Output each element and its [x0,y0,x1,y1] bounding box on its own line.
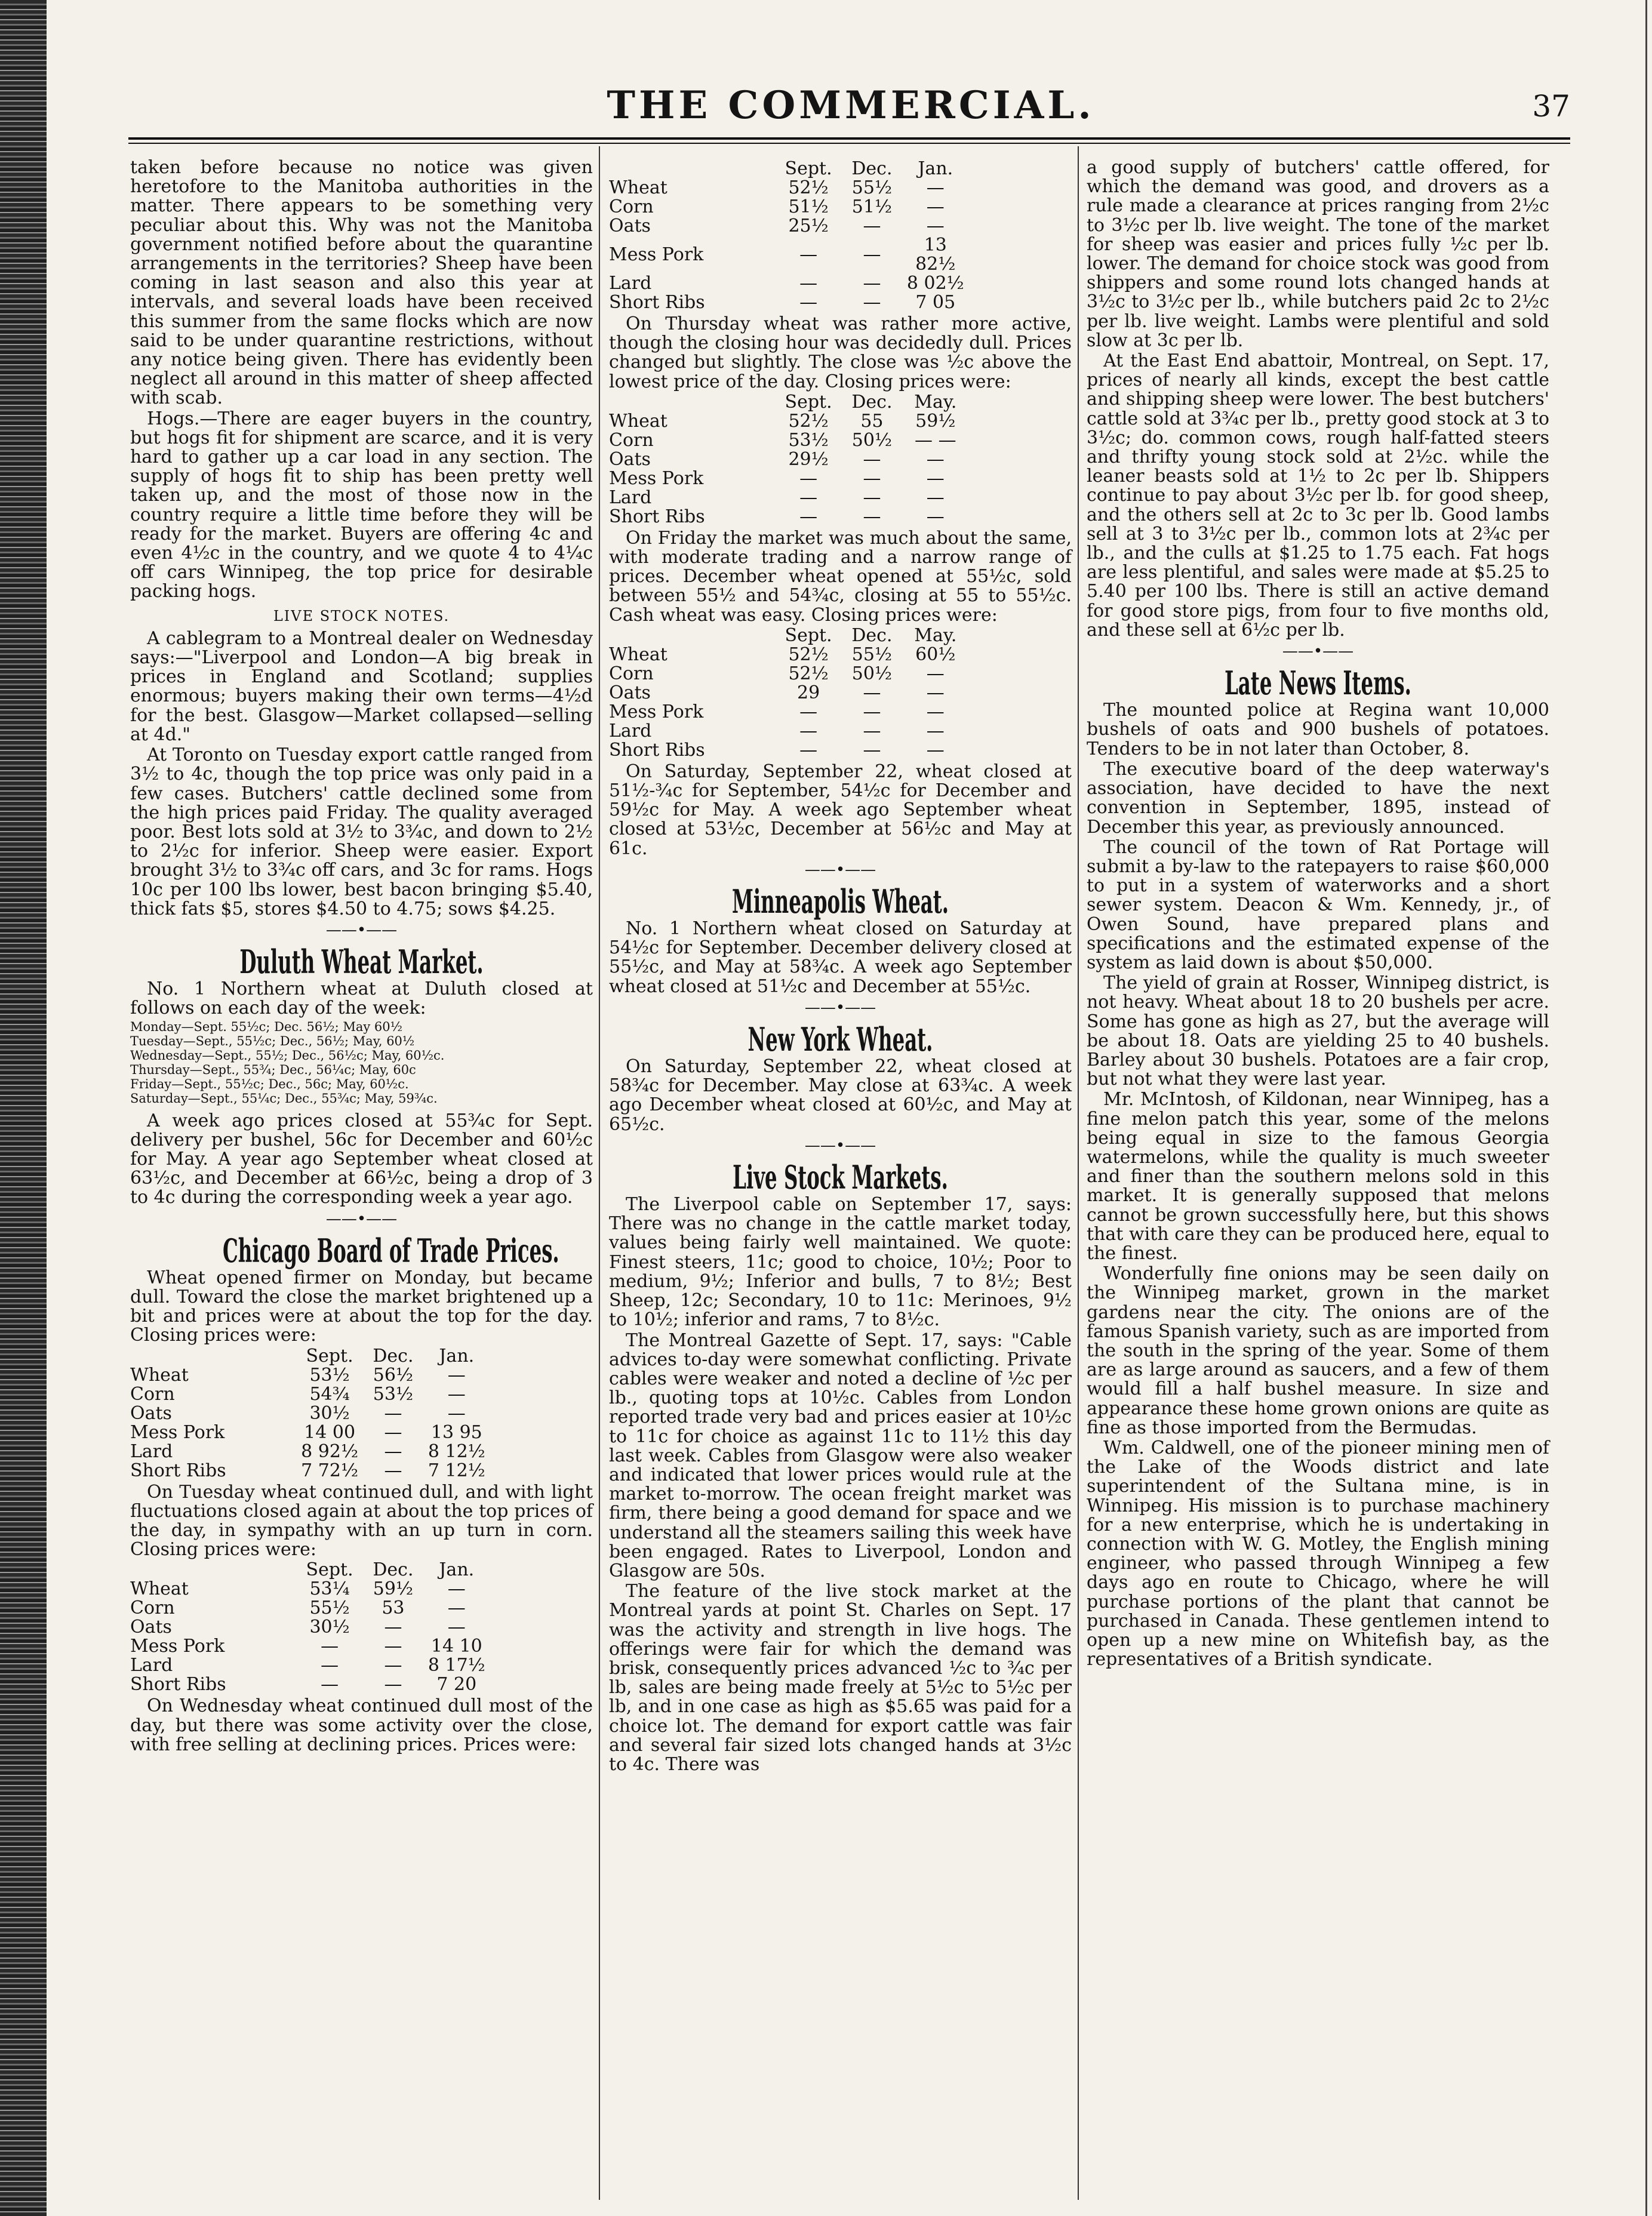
section-separator: ——•—— [804,860,876,879]
cell: — [926,177,945,198]
cell: 8 02½ [906,273,964,294]
column-header: Jan. [439,1345,475,1366]
cell: — [863,701,881,722]
daily-price-line: Monday—Sept. 55½c; Dec. 56½; May 60½ [130,1019,402,1034]
table-header-row [609,159,967,178]
cell: 29½ [788,448,829,470]
daily-price-line: Thursday—Sept., 55¾; Dec., 56¼c; May, 60c [130,1062,416,1077]
cell: 55½ [851,177,893,198]
section-heading: Minneapolis Wheat. [731,882,949,921]
row-label: Lard [609,487,652,508]
article-paragraph: On Thursday wheat was rather more active, though the closing hour was decidedly dull. Prices changed but slightly. The close was ½c above the lowest price of the day. Closing prices were: [609,313,1072,392]
cell: — [926,448,945,470]
daily-price-line: Saturday—Sept., 55¼c; Dec., 55¾c; May, 59¾c. [130,1091,438,1106]
table-row [609,703,967,722]
price-table [609,393,967,527]
cell: 52½ [788,663,829,684]
article-paragraph: Mr. McIntosh, of Kildonan, near Winnipeg, has a fine melon patch this year, some of the melons being equal in size to the famous Georgia watermelons, while the quality is much sweeter and finer than the southern melons sold in this market. It is generally supposed that melons cannot be grown successfully here, but this shows that with care they can be produced here, equal to the finest. [1087,1089,1549,1264]
row-label: Oats [130,1402,172,1424]
cell: — [384,1441,402,1462]
cell: — — [915,429,956,451]
cell: 7 20 [436,1674,477,1695]
cell: — [926,196,945,217]
cell: 53½ [373,1383,414,1405]
cell: — [321,1674,339,1695]
table-header-row [130,1561,488,1580]
article-paragraph: Wm. Caldwell, one of the pioneer mining men of the Lake of the Woods district and late superintendent of the Sultana mine, is in Winnipeg. His mission is to purchase machinery for a new enterprise, which he is undertaking in connection with W. G. Motley, the English mining engineer, who passed through Winnipeg a few days ago en route to Chicago, where he will purchase portions of the plant that cannot be purchased in Canada. These gentlemen intend to open up a new mine on Whitefish bay, as the representatives of a British syndicate. [1087,1438,1549,1670]
row-label: Corn [609,663,654,684]
cell: — [926,682,945,703]
cell: 13 95 [430,1421,482,1443]
article-paragraph: Wonderfully fine onions may be seen daily on the Winnipeg market, grown in the market gardens near the city. The onions are of the famous Spanish variety, such as are imported from the south in the spring of the year. Some of them are as large around as saucers, and a few of them would fill a half bushel measure. In size and appearance these home grown onions are quite as fine as those imported from the Bermudas. [1087,1263,1549,1438]
table-row [609,469,967,488]
section-separator: ——•—— [325,921,398,939]
cell: 8 12½ [427,1441,485,1462]
table-header-row [609,626,967,645]
article-paragraph: The council of the town of Rat Portage will submit a by-law to the ratepayers to raise $60,000 to put in a system of waterworks and a short sewer system. Deacon & Wm. Kennedy, jr., of Owen Sound, have prepared plans and specifications and the estimated expense of the system as laid down is about $50,000. [1087,836,1549,973]
table-row [609,507,967,527]
section-heading: New York Wheat. [747,1020,933,1058]
cell: 52½ [788,177,829,198]
cell: 51½ [788,196,829,217]
article-paragraph: Hogs.—There are eager buyers in the country, but hogs fit for shipment are scarce, and it is very hard to gather up a car load in any section. The supply of hogs fit to ship has been pretty well taken up, and the most of those now in the country require a little time before they will be ready for the market. Buyers are offering 4c and even 4½c in the country, and we quote 4 to 4¼c off cars Winnipeg, the top price for desirable packing hogs. [130,408,593,602]
cell: — [799,720,818,741]
cell: — [447,1617,466,1638]
section-subheading: LIVE STOCK NOTES. [273,607,450,624]
column-right [1087,158,1549,1670]
section-heading: Chicago Board of Trade Prices. [223,1231,559,1270]
column-header: Dec. [851,624,893,646]
article-paragraph: The yield of grain at Rosser, Winnipeg district, is not heavy. Wheat about 18 to 20 bushels per acre. Some has gone as high as 27, but the average will be about 18. Oats are yielding 25 to 40 bushels. Barley about 30 bushels. Potatoes are a fair crop, but not what they were last year. [1087,972,1549,1090]
article-paragraph: A week ago prices closed at 55¾c for Sept. delivery per bushel, 56c for December and 60½c for May. A year ago September wheat closed at 63½c, and December at 66½c, being a drop of 3 to 4c during the corresponding week a year ago. [130,1110,593,1208]
table-row [609,722,967,741]
cell: — [321,1655,339,1676]
article-paragraph: The executive board of the deep waterway's association, have decided to have the next convention in September, 1895, instead of December this year, as previously announced. [1087,758,1549,838]
cell: 29 [797,682,820,703]
column-header: Dec. [373,1559,414,1581]
table-row [609,274,967,293]
table-row [609,236,967,274]
row-label: Oats [609,448,651,470]
cell: — [926,467,945,489]
row-label: Lard [609,720,652,741]
cell: 60½ [915,644,956,665]
cell: — [863,448,881,470]
cell: — [863,292,881,313]
cell: — [447,1598,466,1619]
cell: 59½ [373,1578,414,1600]
table-row [609,450,967,469]
row-label: Wheat [609,644,667,665]
table-row [609,412,967,431]
page-number: 37 [1532,89,1570,124]
row-label: Corn [609,429,654,451]
section-separator: ——•—— [804,998,876,1017]
cell: — [447,1364,466,1386]
cell: — [863,682,881,703]
cell: — [384,1617,402,1638]
cell: — [384,1460,402,1481]
section-separator: ——•—— [325,1209,398,1228]
table-row [609,178,967,198]
article-paragraph: taken before because no notice was given heretofore to the Manitoba authorities in the matter. There appears to be something very peculiar about this. Why was not the Manitoba government notified before about the quarantine arrangements in the territories? Sheep have been coming in last season and also this year at intervals, and several loads have been received this summer from the same flocks which are now said to be under quarantine restrictions, without any notice being given. There has evidently been neglect all around in this matter of sheep affected with scab. [130,157,593,409]
row-label: Mess Pork [609,244,704,265]
article-paragraph: On Tuesday wheat continued dull, and with light fluctuations closed again at about the top prices of the day, in sympathy with an up turn in corn. Closing prices were: [130,1481,593,1561]
cell: 54¾ [309,1383,350,1405]
cell: — [799,273,818,294]
cell: — [384,1655,402,1676]
article-paragraph: The mounted police at Regina want 10,000 bushels of oats and 900 bushels of potatoes. Tenders to be in not later than October, 8. [1087,700,1549,759]
table-row [609,684,967,703]
row-label: Corn [609,196,654,217]
cell: — [321,1636,339,1657]
table-row [609,198,967,217]
article-paragraph: On Saturday, September 22, wheat closed at 58¾c for December. May close at 63¾c. A week ago December wheat closed at 60½c, and May at 65½c. [609,1056,1072,1135]
cell: — [799,506,818,527]
row-label: Corn [130,1383,175,1405]
table-header-row [130,1347,488,1366]
cell: 13 82½ [915,235,956,275]
cell: 50½ [851,429,893,451]
cell: 56½ [373,1364,414,1386]
section-separator: ——•—— [1282,642,1354,661]
column-header: May. [914,391,957,413]
column-divider [599,146,600,2200]
cell: 7 12½ [427,1460,485,1481]
row-label: Lard [609,273,652,294]
table-row [130,1442,488,1461]
row-label: Short Ribs [609,292,705,313]
section-separator: ——•—— [804,1136,876,1155]
table-row [130,1366,488,1385]
cell: — [384,1421,402,1443]
cell: 7 72½ [301,1460,359,1481]
cell: — [926,720,945,741]
cell: 8 92½ [301,1441,359,1462]
cell: — [926,701,945,722]
masthead [131,81,1570,128]
cell: — [799,292,818,313]
row-label: Short Ribs [130,1460,226,1481]
table-row [609,293,967,312]
daily-price-line: Tuesday—Sept., 55½c; Dec., 56½; May, 60½ [130,1033,415,1048]
row-label: Oats [609,682,651,703]
cell: — [447,1402,466,1424]
cell: — [863,273,881,294]
cell: — [447,1383,466,1405]
cell: — [863,467,881,489]
table-row [130,1423,488,1442]
section-heading: Live Stock Markets. [733,1158,948,1196]
cell: — [799,487,818,508]
table-row [609,741,967,760]
cell: — [384,1402,402,1424]
row-label: Mess Pork [130,1421,225,1443]
cell: — [926,487,945,508]
section-heading: Late News Items. [1225,664,1411,703]
table-row [130,1618,488,1637]
cell: 52½ [788,410,829,432]
cell: 30½ [309,1402,350,1424]
article-paragraph: On Friday the market was much about the same, with moderate trading and a narrow range of prices. December wheat opened at 55½c, sold between 55½ and 54¾c, closing at 55 to 55½c. Cash wheat was easy. Closing prices were: [609,527,1072,626]
page-right-border [1645,0,1647,2216]
table-row [609,217,967,236]
cell: 52½ [788,644,829,665]
scanned-page-edge [0,0,47,2216]
table-row [130,1580,488,1599]
column-header: Dec. [373,1345,414,1366]
cell: — [384,1636,402,1657]
cell: — [926,663,945,684]
row-label: Mess Pork [130,1636,225,1657]
article-paragraph: The Montreal Gazette of Sept. 17, says: "Cable advices to-day were somewhat conflicting. Private cables were weaker and noted a decline of ½c per lb., quoting tops at 10½c. Cables from London reported trade very bad and prices easier at 10½c to 11c for choice as against 11c to 11½ this day last week. Cables from Glasgow were also weaker and indicated that lower prices would rule at the market to-morrow. The ocean freight market was firm, there being a good demand for space and we understand all the steamers sailing this week have been engaged. Rates to Liverpool, London and Glasgow are 50s. [609,1329,1072,1581]
cell: 55½ [309,1598,350,1619]
row-label: Wheat [609,410,667,432]
column-left [130,158,593,1756]
cell: 53¼ [309,1578,350,1600]
cell: 55½ [851,644,893,665]
row-label: Corn [130,1598,175,1619]
cell: 8 17½ [427,1655,485,1676]
column-header: Dec. [851,158,893,179]
row-label: Wheat [130,1578,189,1600]
column-header: Jan. [439,1559,475,1581]
price-table [609,159,967,312]
table-header-row [609,393,967,412]
row-label: Mess Pork [609,701,704,722]
row-label: Wheat [130,1364,189,1386]
table-row [130,1385,488,1404]
cell: — [799,244,818,265]
cell: — [863,739,881,761]
row-label: Oats [130,1617,172,1638]
article-paragraph: a good supply of butchers' cattle offered, for which the demand was good, and drovers as a rule made a clearance at prices ranging from 2½c to 3½c per lb. live weight. The tone of the market for sheep was easier and prices fully ½c per lb. lower. The demand for choice stock was good from shippers and some round lots changed hands at 3½c to 3½c per lb., while butchers paid 2c to 2½c per lb. live weight. Lambs were plentiful and sold slow at 3c per lb. [1087,157,1549,351]
cell: — [926,506,945,527]
cell: — [863,216,881,236]
cell: 50½ [851,663,893,684]
cell: 7 05 [915,292,956,313]
row-label: Short Ribs [130,1674,226,1695]
row-label: Short Ribs [609,506,705,527]
cell: — [799,739,818,761]
cell: — [799,701,818,722]
cell: — [384,1674,402,1695]
column-header: Jan. [918,158,953,179]
daily-price-line: Wednesday—Sept., 55½; Dec., 56½c; May, 60½c. [130,1048,445,1063]
cell: 53½ [788,429,829,451]
cell: — [926,739,945,761]
table-row [130,1637,488,1656]
price-table [609,626,967,760]
article-paragraph: On Saturday, September 22, wheat closed at 51½-¾c for September, 54½c for December and 59½c for May. A week ago September wheat closed at 53½c, December at 56½c and May at 61c. [609,761,1072,859]
cell: 51½ [851,196,893,217]
row-label: Wheat [609,177,667,198]
price-table [130,1561,488,1694]
cell: 25½ [788,216,829,236]
cell: 59½ [915,410,956,432]
table-row [609,664,967,684]
cell: 30½ [309,1617,350,1638]
article-paragraph: At Toronto on Tuesday export cattle ranged from 3½ to 4c, though the top price was only paid in a few cases. Butchers' cattle declined some from the high prices paid Friday. The quality averaged poor. Best lots sold at 3½ to 3¾c, and down to 2½ to 2½c for inferior. Sheep were easier. Export brought 3½ to 3¾c off cars, and 3c for rams. Hogs 10c per 100 lbs lower, best bacon bringing $5.40, thick fats $5, stores $4.50 to 4.75; sows $4.25. [130,744,593,919]
table-row [609,488,967,507]
row-label: Lard [130,1441,173,1462]
price-table [130,1347,488,1481]
cell: — [799,467,818,489]
cell: — [863,487,881,508]
table-row [130,1461,488,1481]
masthead-rule [128,137,1570,144]
row-label: Lard [130,1655,173,1676]
article-paragraph: At the East End abattoir, Montreal, on Sept. 17, prices of nearly all kinds, except the best cattle and shipping sheep were lower. The best butchers' cattle sold at 3¾c per lb., pretty good stock at 3 to 3½c; do. common cows, rough half-fatted steers and thrifty young stock sold at 2½c. while the leaner beasts sold at 1½ to 2c per lb. Shippers continue to pay about 3½c per lb. for good sheep, and the others sell at 2c to 3c per lb. Good lambs sell at 3 to 3½c per lb., common lots at 2¾c per lb., and the culls at $1.25 to 1.75 each. Fat hogs are less plentiful, and sales were made at $5.25 to 5.40 per 100 lbs. There is still an active demand for good store pigs, from four to five months old, and these sell at 6½c per lb. [1087,350,1549,641]
cell: 14 00 [304,1421,356,1443]
daily-price-line: Friday—Sept., 55½c; Dec., 56c; May, 60½c. [130,1076,409,1091]
article-paragraph: The Liverpool cable on September 17, says: There was no change in the cattle market today, values being fairly well maintained. We quote: Finest steers, 11c; good to choice, 10½; Poor to medium, 9½; Inferior and bulls, 7 to 8½; Best Sheep, 12c; Secondary, 10 to 11c: Merinoes, 9½ to 10½; inferior and rams, 7 to 8½c. [609,1194,1072,1331]
row-label: Short Ribs [609,739,705,761]
row-label: Mess Pork [609,467,704,489]
section-heading: Duluth Wheat Market. [239,942,484,981]
column-header: Sept. [306,1559,353,1581]
column-header: May. [914,624,957,646]
table-row [130,1675,488,1694]
article-paragraph: No. 1 Northern wheat closed on Saturday at 54½c for September. December delivery closed at 55½c, and May at 58¾c. A week ago September wheat closed at 51½c and December at 55½c. [609,918,1072,997]
cell: 55 [860,410,884,432]
article-paragraph: The feature of the live stock market at the Montreal yards at point St. Charles on Sept. 17 was the activity and strength in live hogs. The offerings were fair for which the demand was brisk, consequently prices advanced ½c to ¾c per lb, sales are being made freely at 5½c to 5½c per lb, and in one case as high as $5.65 was paid for a choice lot. The demand for export cattle was fair and several fair sized lots changed hands at 3½c to 4c. There was [609,1581,1072,1775]
article-paragraph: A cablegram to a Montreal dealer on Wednesday says:—"Liverpool and London—A big break in prices in England and Scotland; supplies enormous; buyers making their own terms—4½d for the best. Glasgow—Market collapsed—selling at 4d." [130,627,593,745]
article-paragraph: Wheat opened firmer on Monday, but became dull. Toward the close the market brightened up a bit and prices were at about the top for the day. Closing prices were: [130,1267,593,1346]
cell: 14 10 [430,1636,482,1657]
article-paragraph: On Wednesday wheat continued dull most of the day, but there was some activity over the close, with free selling at declining prices. Prices were: [130,1695,593,1755]
column-middle [609,158,1072,1775]
cell: — [863,244,881,265]
column-header: Sept. [785,158,832,179]
cell: 53 [382,1598,405,1619]
table-row [130,1404,488,1423]
cell: — [926,216,945,236]
column-header: Dec. [851,391,893,413]
newspaper-title: THE COMMERCIAL. [607,83,1095,128]
column-header: Sept. [785,624,832,646]
row-label: Oats [609,216,651,236]
daily-price-list [130,1020,593,1106]
article-paragraph: No. 1 Northern wheat at Duluth closed at follows on each day of the week: [130,978,593,1019]
table-row [130,1599,488,1618]
cell: — [863,720,881,741]
column-divider [1078,146,1079,2200]
table-row [609,645,967,664]
cell: 53½ [309,1364,350,1386]
column-header: Sept. [785,391,832,413]
table-row [130,1656,488,1675]
column-header: Sept. [306,1345,353,1366]
cell: — [447,1578,466,1600]
cell: — [863,506,881,527]
table-row [609,431,967,450]
